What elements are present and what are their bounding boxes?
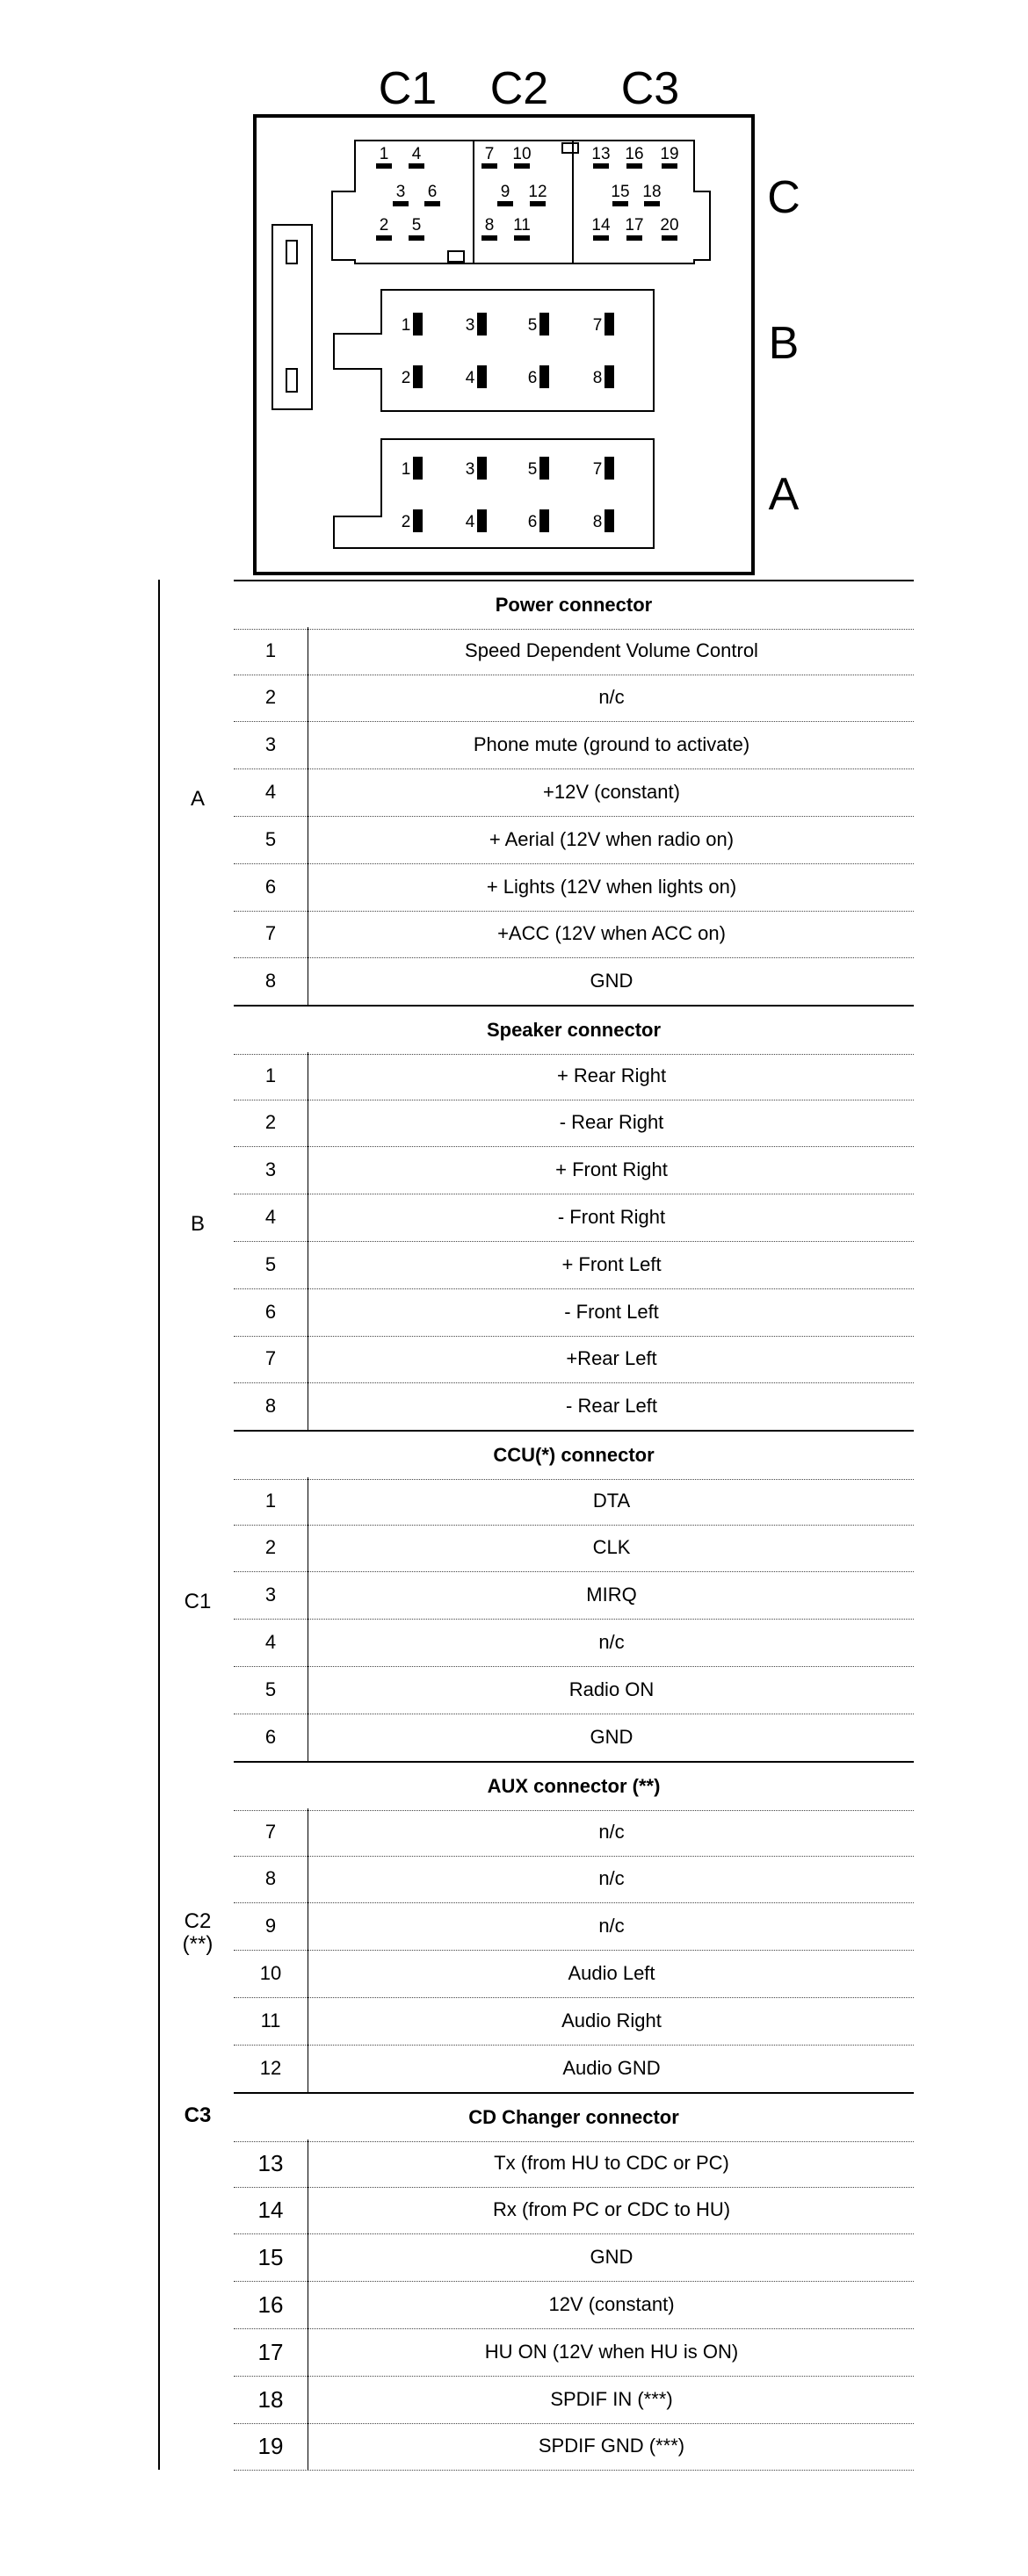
- table-row: [234, 1382, 914, 1431]
- pin-number: 1: [264, 1489, 277, 1512]
- pin-number-label: 1: [401, 316, 411, 335]
- pin-contact: [604, 313, 614, 336]
- pin-number: 8: [264, 970, 277, 992]
- table-row: [234, 1052, 914, 1100]
- pin-number: 14: [257, 2197, 284, 2224]
- pin-contact: [413, 365, 423, 388]
- column-label-c2: C2: [489, 63, 549, 114]
- pin-description: HU ON (12V when HU is ON): [484, 2340, 739, 2363]
- pin-contact: [413, 457, 423, 480]
- pin-number-label: 7: [592, 460, 603, 479]
- pin-contact: [626, 235, 642, 241]
- pin-contact: [477, 509, 487, 532]
- group-label: C2 (**): [182, 1909, 214, 1957]
- pin-contact: [539, 457, 549, 480]
- pin-contact: [413, 313, 423, 336]
- connector-title-row: [234, 1430, 914, 1480]
- pin-number-label: 18: [642, 183, 662, 201]
- pin-contact: [376, 163, 392, 169]
- pin-number: 2: [264, 1536, 277, 1559]
- pin-description: - Front Right: [557, 1206, 666, 1229]
- pin-description: Audio GND: [562, 2056, 661, 2079]
- pin-number: 13: [257, 2149, 284, 2176]
- pin-number: 8: [264, 1395, 277, 1418]
- pin-description: GND: [590, 970, 633, 992]
- pin-description: Radio ON: [568, 1678, 655, 1700]
- connector-c-pins: [376, 145, 679, 241]
- pin-contact: [477, 313, 487, 336]
- pin-description: n/c: [598, 1867, 625, 1890]
- pin-description: Speed Dependent Volume Control: [465, 639, 758, 661]
- pin-number-label: 14: [591, 216, 611, 235]
- connector-title: CCU(*) connector: [493, 1443, 655, 1466]
- pin-number-label: 3: [395, 183, 406, 201]
- pin-contact: [497, 201, 513, 206]
- pin-number-label: 17: [625, 216, 644, 235]
- table-row: [234, 1950, 914, 1998]
- pin-number-label: 2: [401, 369, 411, 387]
- pin-number-label: 3: [465, 460, 475, 479]
- pin-number: 19: [257, 2433, 284, 2460]
- pin-number: 1: [264, 639, 277, 661]
- table-row: [234, 1619, 914, 1667]
- connector-title-row: [234, 1005, 914, 1055]
- pin-number: 3: [264, 733, 277, 756]
- table-row: [234, 1477, 914, 1526]
- pin-number-label: 13: [591, 145, 611, 163]
- pin-number-label: 8: [484, 216, 495, 235]
- pin-number-label: 6: [527, 513, 538, 531]
- pin-number: 12: [259, 2056, 282, 2079]
- pin-number: 16: [257, 2291, 284, 2319]
- pin-number: 8: [264, 1867, 277, 1890]
- table-row: [234, 2045, 914, 2093]
- pin-number: 4: [264, 1631, 277, 1654]
- table-row: [234, 627, 914, 675]
- pin-number-label: 1: [379, 145, 389, 163]
- pin-number-label: 20: [660, 216, 679, 235]
- pin-number: 17: [257, 2338, 284, 2365]
- pin-number: 15: [257, 2244, 284, 2271]
- pin-number-label: 7: [592, 316, 603, 335]
- table-row: [234, 2139, 914, 2188]
- pin-contact: [477, 457, 487, 480]
- connector-drawing: [0, 0, 1028, 580]
- pin-number-label: 2: [401, 513, 411, 531]
- table-row: [234, 1856, 914, 1904]
- pin-contact: [477, 365, 487, 388]
- pin-description: n/c: [598, 1631, 625, 1654]
- table-row: [234, 1100, 914, 1148]
- pin-number: 11: [260, 2009, 281, 2031]
- pin-contact: [604, 509, 614, 532]
- pin-contact: [481, 163, 497, 169]
- group-label: C3: [184, 2103, 212, 2127]
- pin-number-label: 3: [465, 316, 475, 335]
- pin-number-label: 9: [500, 183, 510, 201]
- pin-number: 6: [264, 1725, 277, 1748]
- pin-contact: [662, 235, 677, 241]
- pin-contact: [409, 235, 424, 241]
- column-label-c1: C1: [378, 63, 438, 114]
- connector-group: [158, 1005, 914, 1430]
- group-label: A: [190, 787, 205, 812]
- pin-contact: [424, 201, 440, 206]
- connector-b-pins: [402, 313, 614, 388]
- pin-number: 7: [264, 1820, 277, 1843]
- table-row: [234, 911, 914, 959]
- table-row: [234, 1241, 914, 1289]
- group-bracket-line: [158, 2092, 160, 2470]
- pin-contact: [514, 235, 530, 241]
- pin-contact: [626, 163, 642, 169]
- pin-number: 2: [264, 1111, 277, 1134]
- pin-description: Audio Right: [561, 2009, 662, 2031]
- pin-description: + Front Right: [555, 1158, 668, 1181]
- table-row: [234, 2187, 914, 2235]
- pin-number: 5: [264, 1252, 277, 1275]
- pin-number: 5: [264, 827, 277, 850]
- table-row: [234, 863, 914, 912]
- pin-description: n/c: [598, 1915, 625, 1937]
- connector-group: [158, 2092, 914, 2470]
- table-row: [234, 1288, 914, 1337]
- pin-number-label: 1: [401, 460, 411, 479]
- table-row: [234, 1571, 914, 1620]
- table-row: [234, 721, 914, 769]
- connector-diagram: [0, 0, 1028, 580]
- connector-label-c: C: [767, 172, 800, 223]
- pin-contact: [612, 201, 628, 206]
- table-row: [234, 1146, 914, 1194]
- group-label: C1: [184, 1590, 212, 1614]
- connector-title-row: [234, 2092, 914, 2142]
- pin-number-label: 11: [513, 216, 531, 235]
- connector-group: [158, 1430, 914, 1761]
- pin-number-label: 8: [592, 513, 603, 531]
- pin-description: SPDIF IN (***): [550, 2387, 673, 2410]
- pin-number-label: 5: [411, 216, 422, 235]
- pin-number-label: 5: [527, 316, 538, 335]
- pin-contact: [409, 163, 424, 169]
- pin-description: - Rear Left: [566, 1395, 657, 1418]
- pin-description: CLK: [592, 1536, 631, 1559]
- pin-number-label: 6: [427, 183, 438, 201]
- side-latch-slot-top: [286, 241, 297, 263]
- table-row: [234, 2376, 914, 2424]
- pin-number: 10: [259, 1962, 282, 1985]
- pin-contact: [593, 163, 609, 169]
- pin-number: 4: [264, 1206, 277, 1229]
- connector-group: [158, 580, 914, 1005]
- pin-contact: [539, 509, 549, 532]
- pin-description: Tx (from HU to CDC or PC): [494, 2151, 729, 2174]
- table-row: [234, 1997, 914, 2046]
- table-row: [234, 1525, 914, 1573]
- pin-contact: [539, 313, 549, 336]
- connector-title: AUX connector (**): [487, 1774, 661, 1797]
- pin-number-label: 15: [611, 183, 630, 201]
- pin-number: 7: [264, 1347, 277, 1370]
- pin-contact: [644, 201, 660, 206]
- table-row: [234, 1336, 914, 1384]
- pin-number-label: 5: [527, 460, 538, 479]
- pin-number-label: 16: [625, 145, 644, 163]
- connector-group: [158, 1761, 914, 2092]
- pin-description: + Front Left: [561, 1252, 662, 1275]
- side-latch-slot-bottom: [286, 369, 297, 392]
- connector-label-b: B: [768, 318, 800, 369]
- side-latch: [272, 225, 312, 409]
- pin-number-label: 8: [592, 369, 603, 387]
- pin-number: 18: [257, 2385, 284, 2413]
- pin-description: n/c: [598, 1820, 625, 1843]
- connector-title: Speaker connector: [486, 1018, 662, 1041]
- connector-c-key-bottom: [448, 251, 464, 262]
- pin-contact: [662, 163, 677, 169]
- pin-description: Audio Left: [568, 1962, 655, 1985]
- pin-description: Rx (from PC or CDC to HU): [492, 2198, 731, 2221]
- pin-description: - Front Left: [564, 1300, 659, 1323]
- table-row: [234, 1714, 914, 1762]
- pin-contact: [593, 235, 609, 241]
- table-row: [234, 1902, 914, 1951]
- connector-label-a: A: [768, 469, 800, 520]
- pin-contact: [376, 235, 392, 241]
- table-row: [234, 1808, 914, 1857]
- pin-number: 6: [264, 875, 277, 898]
- pin-description: - Rear Right: [559, 1111, 664, 1134]
- pin-contact: [604, 457, 614, 480]
- pin-number-label: 19: [660, 145, 679, 163]
- pin-description: + Aerial (12V when radio on): [489, 827, 735, 850]
- connector-b-outline: [334, 290, 654, 411]
- pin-number: 4: [264, 781, 277, 804]
- pin-description: SPDIF GND (***): [538, 2435, 685, 2457]
- connector-a-pins: [402, 457, 614, 532]
- connector-title: CD Changer connector: [468, 2105, 679, 2128]
- pin-number-label: 10: [512, 145, 532, 163]
- pin-contact: [393, 201, 409, 206]
- table-row: [234, 2423, 914, 2471]
- pin-description: + Lights (12V when lights on): [486, 875, 737, 898]
- pin-description: +12V (constant): [543, 781, 680, 804]
- pin-number-label: 2: [379, 216, 389, 235]
- pin-number-label: 12: [528, 183, 547, 201]
- pin-description: + Rear Right: [556, 1064, 667, 1086]
- connector-c-key-top: [562, 143, 578, 153]
- pin-number: 7: [264, 922, 277, 945]
- connector-title: Power connector: [495, 593, 653, 616]
- connector-title-row: [234, 580, 914, 630]
- pin-number: 9: [264, 1915, 277, 1937]
- pin-number: 2: [264, 686, 277, 709]
- pin-number: 5: [264, 1678, 277, 1700]
- table-row: [234, 957, 914, 1006]
- pin-description: MIRQ: [586, 1584, 637, 1606]
- group-label: B: [190, 1212, 205, 1237]
- pin-number: 3: [264, 1158, 277, 1181]
- pin-contact: [413, 509, 423, 532]
- table-row: [234, 2233, 914, 2282]
- pin-description: GND: [590, 1725, 633, 1748]
- pin-description: +Rear Left: [566, 1347, 657, 1370]
- pin-contact: [530, 201, 546, 206]
- pin-number: 6: [264, 1300, 277, 1323]
- table-row: [234, 2281, 914, 2329]
- table-row: [234, 816, 914, 864]
- connector-title-row: [234, 1761, 914, 1811]
- table-row: [234, 1194, 914, 1242]
- pin-contact: [604, 365, 614, 388]
- column-label-c3: C3: [620, 63, 680, 114]
- pin-description: +ACC (12V when ACC on): [497, 922, 726, 945]
- pin-number-label: 7: [484, 145, 495, 163]
- pin-number-label: 4: [465, 369, 475, 387]
- pin-contact: [481, 235, 497, 241]
- table-row: [234, 768, 914, 817]
- pin-contact: [539, 365, 549, 388]
- pin-number: 1: [264, 1064, 277, 1086]
- pin-description: 12V (constant): [548, 2293, 675, 2316]
- pin-number-label: 4: [411, 145, 422, 163]
- table-row: [234, 2328, 914, 2377]
- pin-number-label: 4: [465, 513, 475, 531]
- pin-description: n/c: [598, 686, 625, 709]
- pin-description: DTA: [592, 1489, 631, 1512]
- pin-description: Phone mute (ground to activate): [473, 733, 750, 756]
- pin-number: 3: [264, 1584, 277, 1606]
- table-row: [234, 1666, 914, 1714]
- table-row: [234, 675, 914, 723]
- pin-number-label: 6: [527, 369, 538, 387]
- pin-contact: [514, 163, 530, 169]
- pin-description: GND: [590, 2246, 633, 2269]
